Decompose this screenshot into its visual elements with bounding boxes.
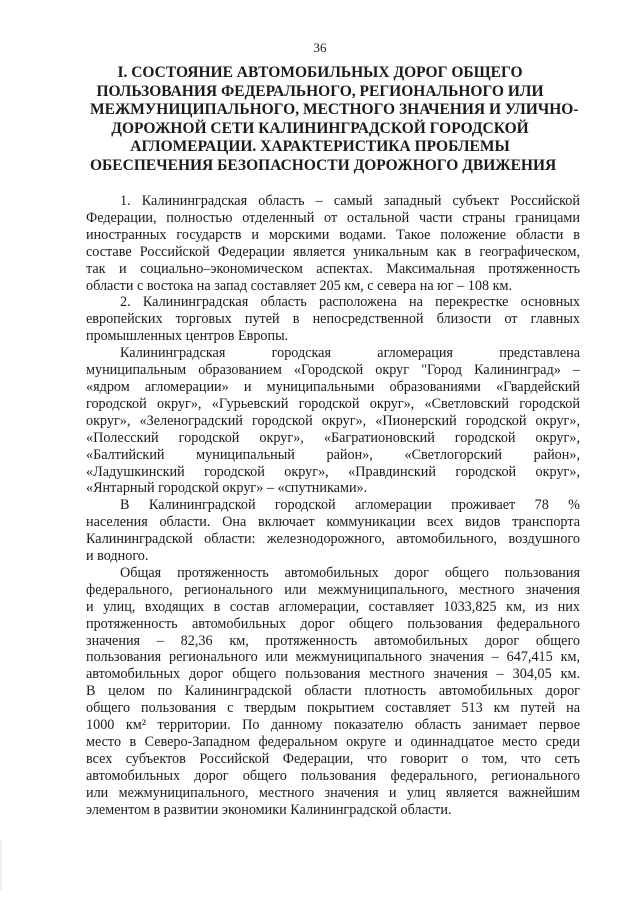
- document-body: [86, 193, 580, 819]
- text-line: место в Северо-Западном федеральном округе и одиннадцатое место среди: [86, 734, 580, 750]
- text-line: Общая протяженность автомобильных дорог общего пользования: [120, 564, 580, 581]
- text-line: значения – 82,36 км, протяженность автомобильных дорог общего: [86, 632, 580, 649]
- heading-line: АГЛОМЕРАЦИИ. ХАРАКТЕРИСТИКА ПРОБЛЕМЫ: [130, 138, 510, 155]
- text-line: «Полесский городской округ», «Багратионовский городской округ»,: [86, 429, 580, 446]
- text-line: и водного.: [86, 548, 149, 565]
- heading-line: ОБЕСПЕЧЕНИЯ БЕЗОПАСНОСТИ ДОРОЖНОГО ДВИЖЕНИЯ: [90, 156, 557, 174]
- text-line: автомобильных дорог общего пользования местного значения – 304,05 км.: [86, 666, 580, 683]
- text-line: Калининградской области: железнодорожного, автомобильного, воздушного: [86, 531, 580, 548]
- text-line: федерального, регионального или межмуниципального, местного значения: [86, 581, 580, 598]
- text-line: области с востока на запад составляет 205 км, с севера на юг – 108 км.: [86, 277, 513, 294]
- text-line: так и социально–экономическом аспектах. Максимальная протяженность: [86, 260, 580, 277]
- text-line: Калининградская городская агломерация представлена: [120, 345, 580, 362]
- text-line: «Ладушкинский городской округ», «Правдинский городской округ»,: [86, 463, 580, 480]
- text-line: составе Российской Федерации является уникальным как в географическом,: [86, 243, 580, 260]
- text-line: 2. Калининградская область расположена на перекрестке основных: [120, 294, 580, 311]
- text-line: городской округ», «Гурьевский городской округ», «Светловский городской: [86, 395, 580, 412]
- text-line: 1000 км² территории. По данному показателю область занимает первое: [86, 717, 580, 734]
- text-line: всех субъектов Российской Федерации, что говорит о том, что сеть: [86, 750, 580, 767]
- scan-edge-mark: [0, 840, 2, 890]
- text-line: иностранных государств и морскими водами. Такое положение области в: [86, 226, 580, 243]
- heading-line: ДОРОЖНОЙ СЕТИ КАЛИНИНГРАДСКОЙ ГОРОДСКОЙ: [111, 119, 529, 137]
- text-line: европейских торговых путей в непосредственной близости от главных: [86, 311, 580, 328]
- text-line: «Балтийский муниципальный район», «Светлогорский район»,: [86, 446, 580, 463]
- heading-line: ПОЛЬЗОВАНИЯ ФЕДЕРАЛЬНОГО, РЕГИОНАЛЬНОГО ИЛИ: [96, 82, 544, 100]
- text-line: В целом по Калининградской области плотность автомобильных дорог: [86, 683, 580, 700]
- text-line: муниципальным образованием «Городской округ "Город Калининград» –: [86, 362, 580, 379]
- text-line: протяженность автомобильных дорог общего пользования федерального: [86, 615, 580, 632]
- text-line: населения области. Она включает коммуникации всех видов транспорта: [86, 514, 580, 531]
- paragraph-1: [86, 193, 580, 294]
- text-line: «ядром агломерации» и муниципальными образованиями «Гвардейский: [86, 378, 580, 395]
- text-line: общего пользования с твердым покрытием составляет 513 км путей на: [86, 700, 580, 717]
- paragraph-2: [86, 294, 580, 345]
- paragraph-4: [86, 497, 580, 565]
- text-line: «Янтарный городской округ» – «спутниками».: [86, 480, 368, 497]
- text-line: промышленных центров Европы.: [86, 328, 289, 345]
- heading-line: МЕЖМУНИЦИПАЛЬНОГО, МЕСТНОГО ЗНАЧЕНИЯ И УЛИЧНО-: [90, 101, 579, 118]
- text-line: округ», «Зеленоградский городской округ», «Пионерский городской округ»,: [86, 412, 580, 429]
- text-line: или межмуниципального, местного значения и улиц является важнейшим: [86, 784, 580, 801]
- text-line: автомобильных дорог общего пользования федерального, регионального: [86, 767, 580, 784]
- text-line: Федерации, полностью отделенный от остальной части страны границами: [86, 209, 580, 226]
- text-line: 1. Калининградская область – самый западный субъект Российской: [120, 193, 580, 209]
- paragraph-5: [86, 565, 580, 819]
- text-line: и улиц, входящих в состав агломерации, составляет 1033,825 км, из них: [86, 598, 580, 615]
- text-line: пользования регионального или межмуниципального значения – 647,415 км,: [86, 649, 580, 666]
- paragraph-3: [86, 345, 580, 497]
- text-line: элементом в развитии экономики Калининградской области.: [86, 801, 452, 818]
- text-line: В Калининградской городской агломерации проживает 78 %: [120, 497, 580, 514]
- section-heading: [90, 64, 579, 175]
- heading-line: I. СОСТОЯНИЕ АВТОМОБИЛЬНЫХ ДОРОГ ОБЩЕГО: [117, 64, 523, 81]
- page-number: 36: [313, 40, 327, 55]
